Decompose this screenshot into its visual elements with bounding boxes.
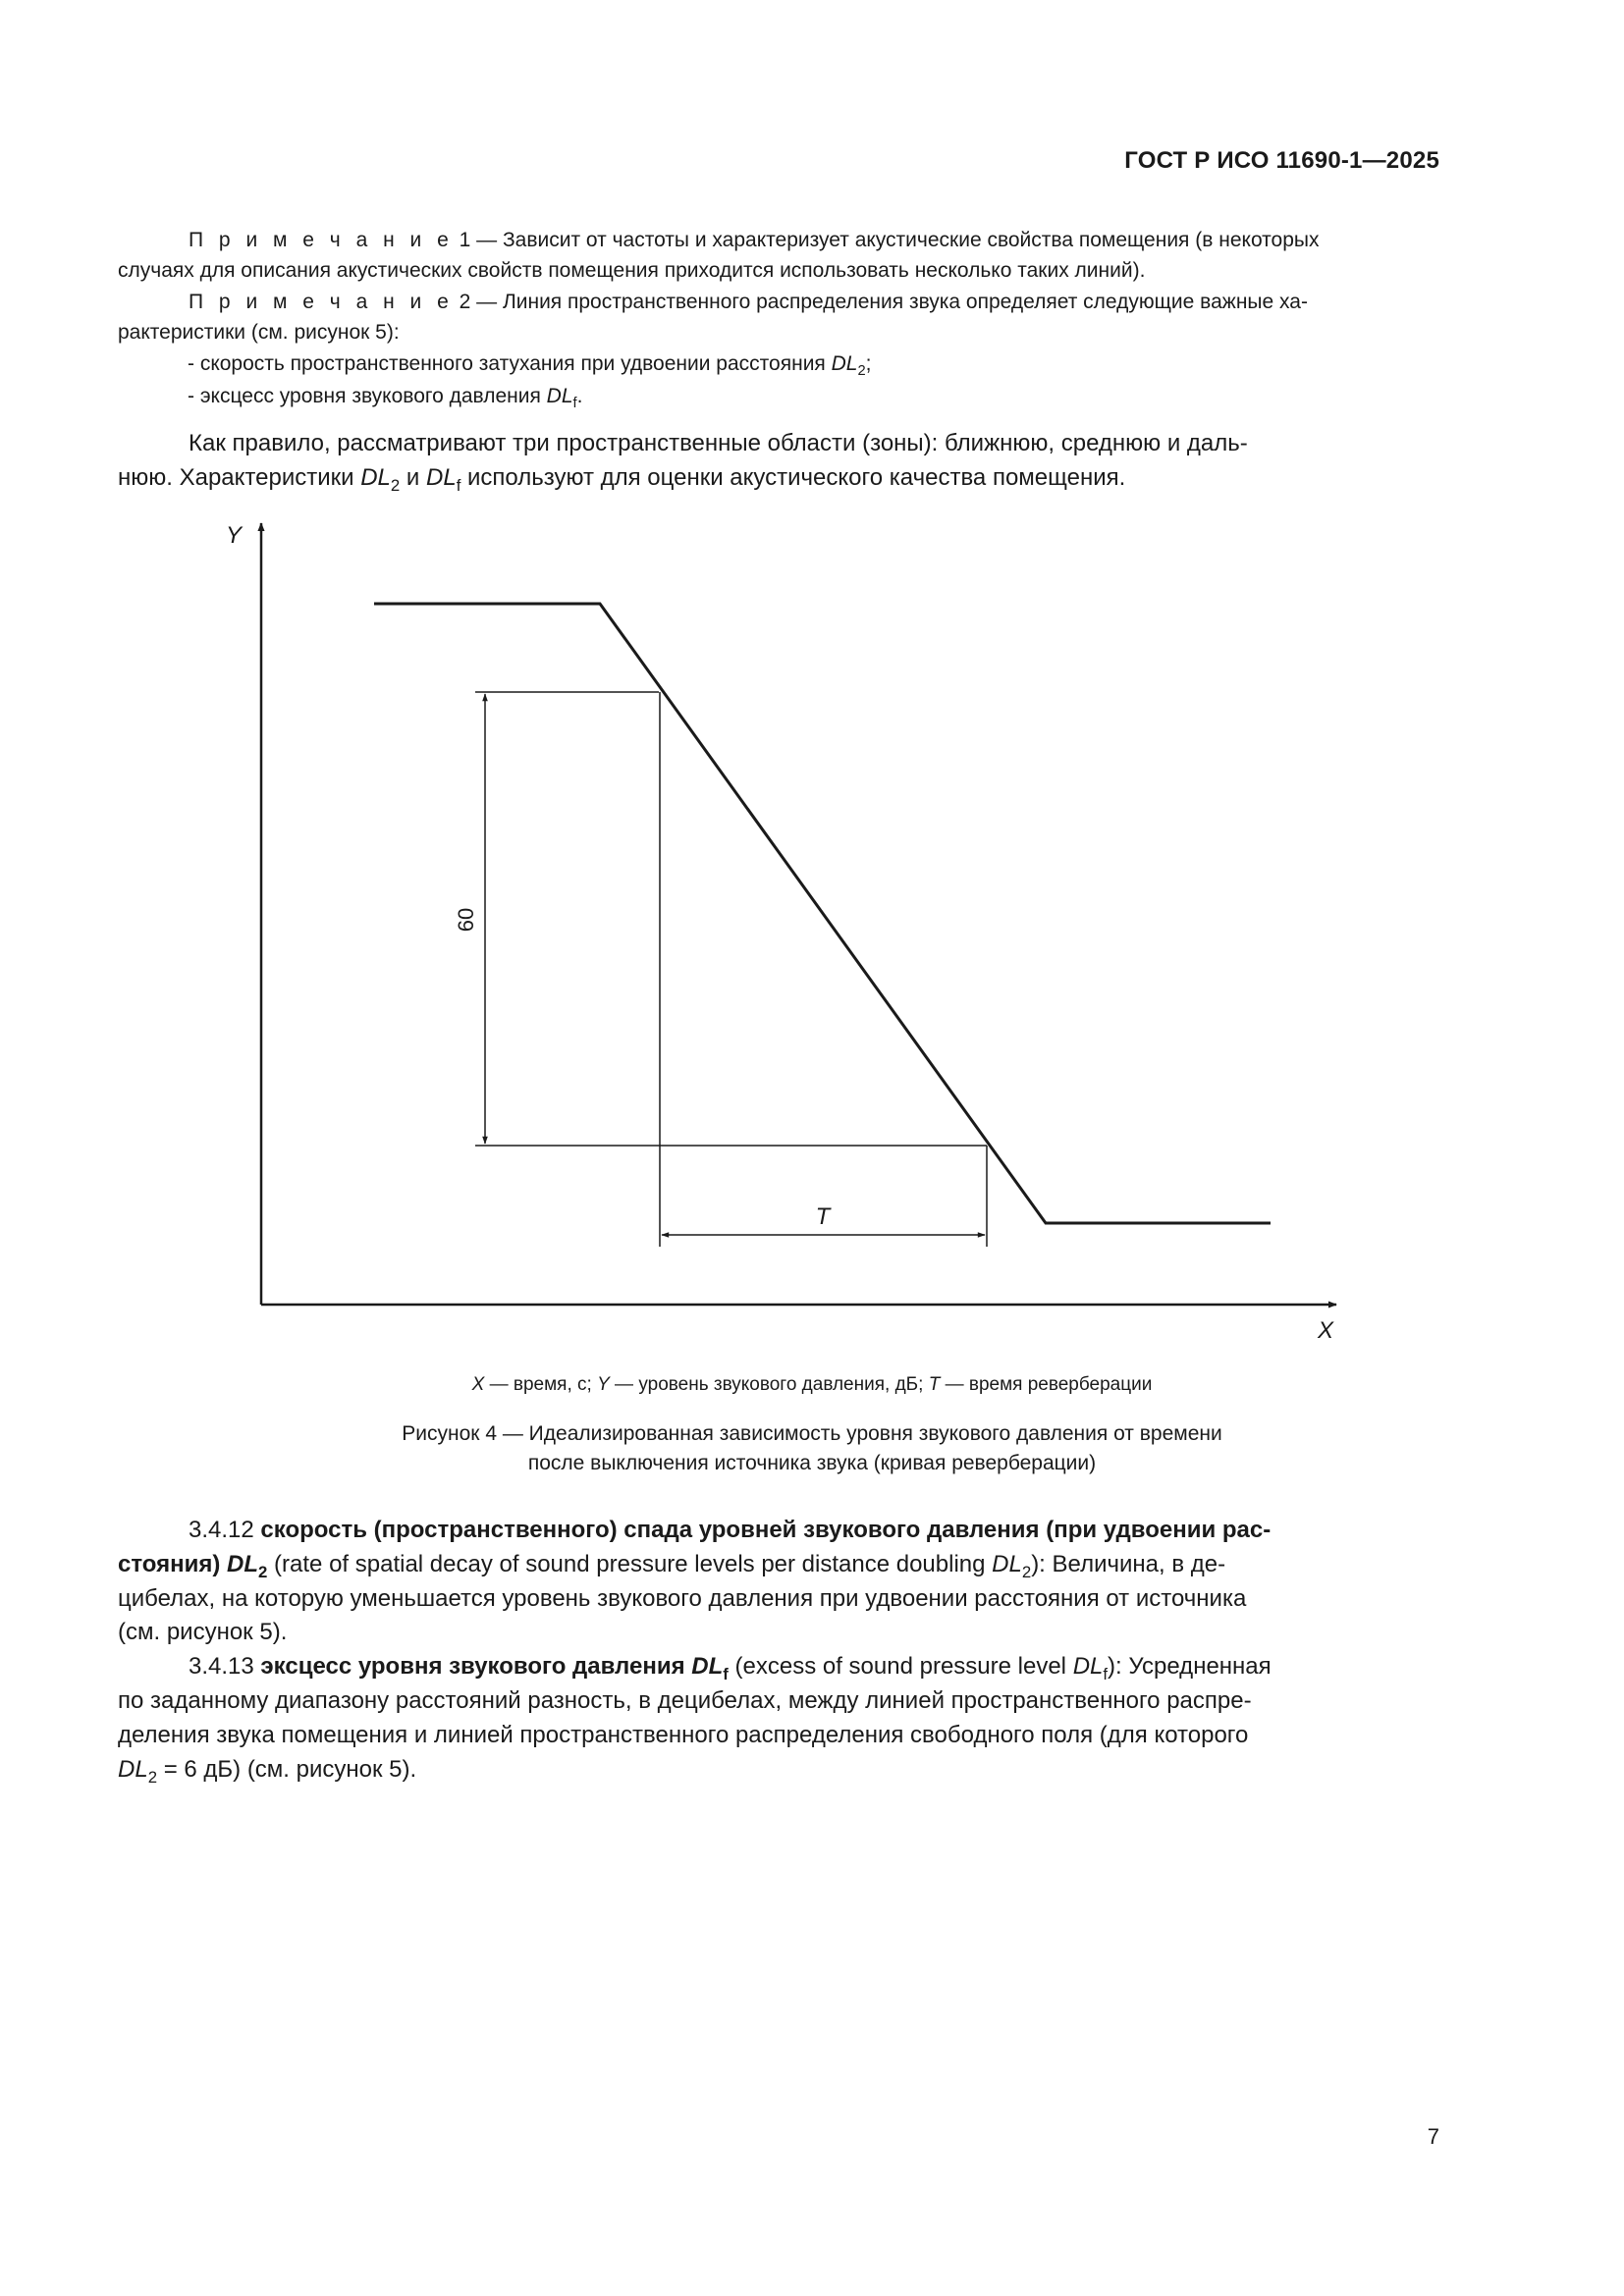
page-number: 7 xyxy=(1427,2124,1439,2149)
intro-line-2: нюю. Характеристики $DL_2$ и $DL_f$ используют для оценки акустического качества помещения. xyxy=(118,464,1126,495)
figure-caption xyxy=(0,1419,1624,1478)
section-3-4-13-line-4: $DL_2 = 6$ дБ) (см. рисунок 5). xyxy=(118,1756,417,1787)
vertical-dimension-label: 60 xyxy=(454,907,478,933)
note-2-line-2: рактеристики (см. рисунок 5): xyxy=(118,321,400,344)
note-1-line-2: случаях для описания акустических свойств помещения приходится использовать несколько таких линий). xyxy=(118,259,1146,282)
figure-caption-line-1: Рисунок 4 — Идеализированная зависимость уровня звукового давления от времени xyxy=(402,1422,1222,1445)
section-3-4-12-line-4: (см. рисунок 5). xyxy=(118,1619,288,1645)
section-3-4-13-line-2: по заданному диапазону расстояний разность, в децибелах, между линией пространственного распре- xyxy=(118,1687,1252,1714)
y-axis-label: Y xyxy=(225,522,243,549)
section-3-4-13-line-1: 3.4.13 эксцесс уровня звукового давления $DL_f$ (excess of sound pressure level $DL_f$): Усредненная xyxy=(189,1653,1272,1683)
section-3-4-12-line-2: стояния) $DL_2$ (rate of spatial decay of sound pressure levels per distance doubling $DL_2$): Величина, в де- xyxy=(118,1551,1226,1581)
intro-line-1: Как правило, рассматривают три пространственные области (зоны): ближнюю, среднюю и даль- xyxy=(189,430,1248,456)
section-3-4-12-line-3: цибелах, на которую уменьшается уровень звукового давления при удвоении расстояния от источника xyxy=(118,1585,1247,1612)
figure-caption-line-2: после выключения источника звука (кривая реверберации) xyxy=(527,1452,1097,1474)
reverberation-curve xyxy=(374,604,1271,1223)
section-3-4-13-line-3: деления звука помещения и линией пространственного распределения свободного поля (для которого xyxy=(118,1722,1249,1748)
note-1-line-1: П р и м е ч а н и е 1 — Зависит от частоты и характеризует акустические свойства помещения (в некоторых xyxy=(189,229,1320,251)
horizontal-dimension-label: T xyxy=(815,1203,831,1230)
document-code: ГОСТ Р ИСО 11690-1—2025 xyxy=(1124,147,1439,174)
x-axis-label: X xyxy=(1317,1317,1334,1344)
note-2-item-1: - скорость пространственного затухания при удвоении расстояния $DL_2$; xyxy=(188,352,872,380)
figure-legend: X — время, с; Y — уровень звукового давления, дБ; T — время реверберации xyxy=(471,1374,1153,1395)
note-2-item-2: - эксцесс уровня звукового давления $DL_f$. xyxy=(188,385,583,412)
section-3-4-12-line-1: 3.4.12 скорость (пространственного) спада уровней звукового давления (при удвоении рас- xyxy=(189,1517,1272,1543)
note-2-line-1: П р и м е ч а н и е 2 — Линия пространственного распределения звука определяет следующие важные ха- xyxy=(189,291,1308,313)
